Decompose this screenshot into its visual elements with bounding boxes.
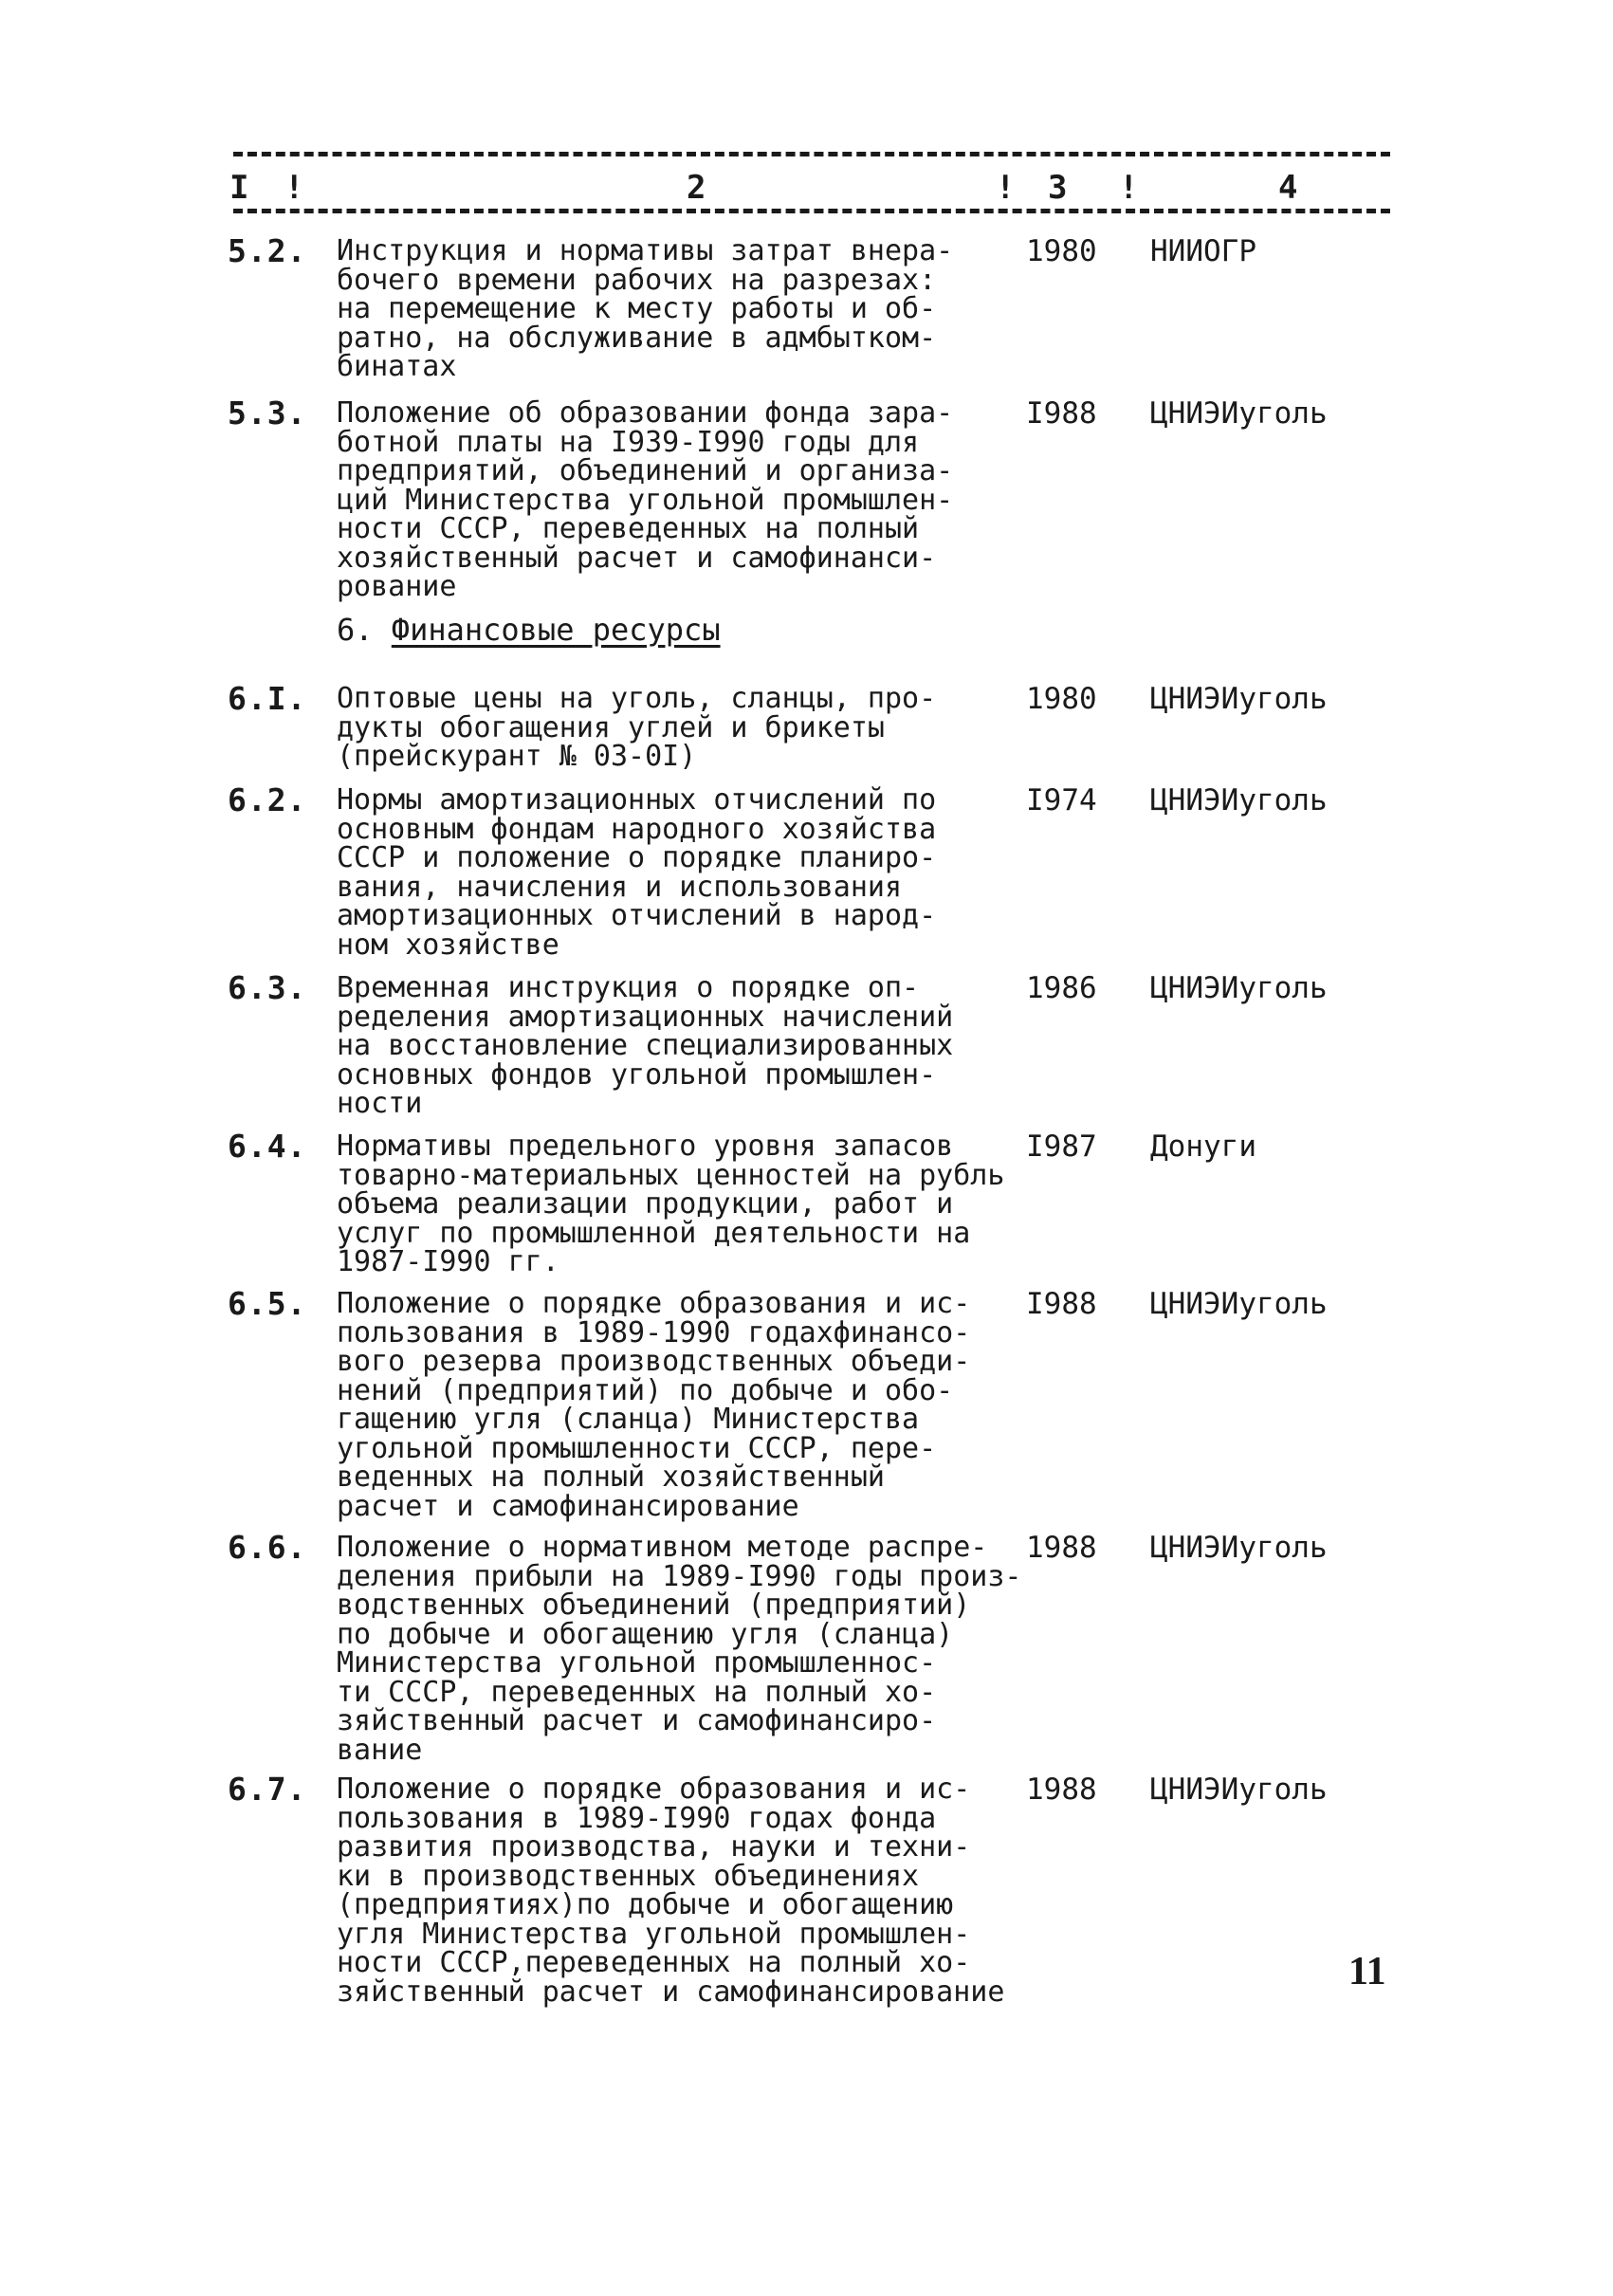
- column-header-3: 3: [1048, 169, 1068, 207]
- row-description: Положение о нормативном методе распре- деления прибыли на 1989-I990 годы произ- водственных объединений (предприятий) по добыче и обогащению угля (сланца) Министерства угольной промышленнос- ти СССР, переведенных на полный хо- зяйственный расчет и самофинансиро- вание: [337, 1531, 1022, 1767]
- row-number: 5.3.: [228, 395, 307, 432]
- column-separator: !: [1119, 169, 1139, 207]
- row-number: 6.3.: [228, 969, 307, 1006]
- row-year: 1980: [1026, 682, 1097, 716]
- row-organization: ЦНИЭИуголь: [1150, 783, 1328, 817]
- row-organization: ЦНИЭИуголь: [1150, 971, 1328, 1005]
- row-year: I974: [1026, 783, 1097, 817]
- row-number: 6.7.: [228, 1771, 307, 1808]
- row-description: Инструкция и нормативы затрат внера- бочего времени рабочих на разрезах: на перемещение к месту работы и об- ратно, на обслуживание в адмбытком- бинатах: [337, 234, 954, 383]
- row-organization: НИИОГР: [1150, 234, 1256, 268]
- row-year: 1980: [1026, 234, 1097, 268]
- column-header-1: I: [229, 169, 249, 207]
- row-description: Нормы амортизационных отчислений по основным фондам народного хозяйства СССР и положение о порядке планиро- вания, начисления и использования амортизационных отчислений в народ- ном хозяйстве: [337, 783, 937, 962]
- column-separator: !: [284, 169, 304, 207]
- section-number: 6.: [337, 612, 374, 648]
- row-number: 6.I.: [228, 680, 307, 717]
- row-year: 1988: [1026, 1773, 1097, 1807]
- row-number: 6.4.: [228, 1128, 307, 1165]
- row-number: 6.6.: [228, 1529, 307, 1566]
- header-top-rule: [233, 152, 1390, 156]
- row-description: Оптовые цены на уголь, сланцы, про- дукты обогащения углей и брикеты (прейскурант № 03-0I): [337, 682, 937, 773]
- row-organization: Донуги: [1150, 1130, 1256, 1164]
- row-number: 5.2.: [228, 232, 307, 269]
- row-year: 1986: [1026, 971, 1097, 1005]
- page-number: 11: [1348, 1950, 1386, 1993]
- row-organization: ЦНИЭИуголь: [1150, 1531, 1328, 1565]
- row-year: 1988: [1026, 1531, 1097, 1565]
- section-heading: [337, 613, 721, 647]
- row-year: I988: [1026, 396, 1097, 431]
- row-description: Положение о порядке образования и ис- пользования в 1989-I990 годах фонда развития производства, науки и техни- ки в производственных объединениях (предприятиях)по добыче и обогащению угля Министерства угольной промышлен- ности СССР,переведенных на полный хо- зяйственный расчет и самофинансирование: [337, 1773, 1005, 2009]
- row-description: Временная инструкция о порядке оп- ределения амортизационных начислений на восстановление специализированных основных фондов угольной промышлен- ности: [337, 971, 954, 1120]
- column-header-2: 2: [687, 169, 706, 207]
- row-description: Нормативы предельного уровня запасов товарно-материальных ценностей на рубль объема реализации продукции, работ и услуг по промышленной деятельности на 1987-I990 гг.: [337, 1130, 1005, 1278]
- section-title: Финансовые ресурсы: [391, 612, 721, 648]
- row-year: I987: [1026, 1130, 1097, 1164]
- row-organization: ЦНИЭИуголь: [1150, 1287, 1328, 1321]
- row-organization: ЦНИЭИуголь: [1150, 1773, 1328, 1807]
- row-description: Положение об образовании фонда зара- ботной платы на I939-I990 годы для предприятий, объединений и организа- ций Министерства угольной промышлен- ности СССР, переведенных на полный хозяйственный расчет и самофинанси- рование: [337, 396, 954, 603]
- row-description: Положение о порядке образования и ис- пользования в 1989-1990 годахфинансо- вого резерва производственных объеди- нений (предприятий) по добыче и обо- гащению угля (сланца) Министерства угольной промышленности СССР, пере- веденных на полный хозяйственный расчет и самофинансирование: [337, 1287, 971, 1523]
- header-bottom-rule: [233, 209, 1390, 213]
- row-year: I988: [1026, 1287, 1097, 1321]
- column-header-4: 4: [1278, 169, 1298, 207]
- row-organization: ЦНИЭИуголь: [1150, 682, 1328, 716]
- row-organization: ЦНИЭИуголь: [1150, 396, 1328, 431]
- row-number: 6.5.: [228, 1285, 307, 1322]
- row-number: 6.2.: [228, 781, 307, 818]
- column-separator: !: [996, 169, 1016, 207]
